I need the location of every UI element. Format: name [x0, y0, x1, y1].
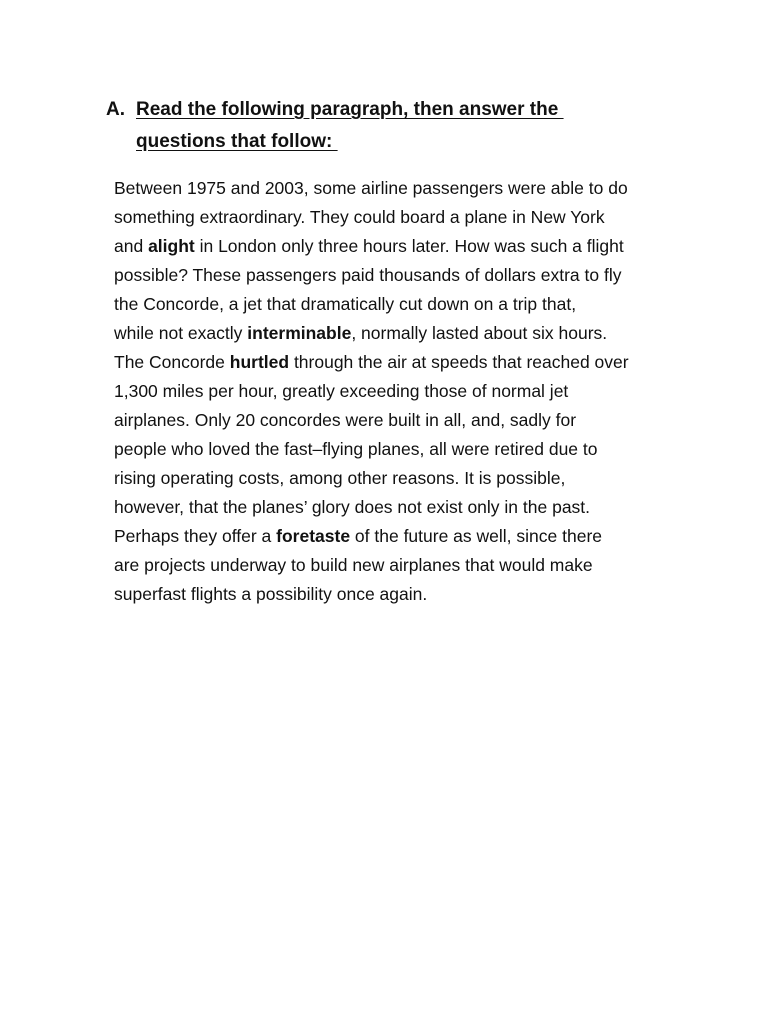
paragraph-text: , normally lasted about six hours.	[351, 323, 608, 343]
paragraph-line	[114, 551, 674, 580]
paragraph-line	[114, 435, 674, 464]
paragraph-line	[114, 464, 674, 493]
section-marker: A.	[106, 99, 125, 120]
paragraph-text: Perhaps they offer a	[114, 526, 277, 546]
paragraph-line	[114, 290, 674, 319]
paragraph-text: and	[114, 236, 149, 256]
paragraph-text: something extraordinary. They could board a plane in New York	[114, 207, 605, 227]
paragraph-text: Between 1975 and 2003, some airline passengers were able to do	[114, 178, 628, 198]
paragraph-line	[114, 319, 674, 348]
paragraph-text: are projects underway to build new airplanes that would make	[114, 555, 593, 575]
paragraph-line	[114, 377, 674, 406]
paragraph-line	[114, 203, 674, 232]
paragraph-line	[114, 174, 674, 203]
section-heading	[106, 94, 666, 158]
paragraph-line	[114, 522, 674, 551]
paragraph-line	[114, 406, 674, 435]
vocabulary-word: interminable	[247, 323, 352, 343]
paragraph-line	[114, 580, 674, 609]
paragraph-text: The Concorde	[114, 352, 230, 372]
paragraph-text: while not exactly	[114, 323, 248, 343]
paragraph-line	[114, 261, 674, 290]
heading-line-1: Read the following paragraph, then answer the	[136, 99, 564, 120]
paragraph-line	[114, 232, 674, 261]
paragraph-line	[114, 493, 674, 522]
paragraph-line	[114, 348, 674, 377]
vocabulary-word: hurtled	[229, 352, 290, 372]
paragraph-text: airplanes. Only 20 concordes were built in all, and, sadly for	[114, 410, 577, 430]
paragraph-text: through the air at speeds that reached over	[289, 352, 629, 372]
paragraph-text: possible? These passengers paid thousands of dollars extra to fly	[114, 265, 622, 285]
heading-line-2: questions that follow:	[136, 131, 338, 152]
paragraph-text: the Concorde, a jet that dramatically cut down on a trip that,	[114, 294, 577, 314]
paragraph-text: rising operating costs, among other reasons. It is possible,	[114, 468, 566, 488]
vocabulary-word: alight	[148, 236, 195, 256]
paragraph-text: people who loved the fast–flying planes, all were retired due to	[114, 439, 598, 459]
paragraph-text: of the future as well, since there	[350, 526, 603, 546]
vocabulary-word: foretaste	[276, 526, 351, 546]
paragraph-text: superfast flights a possibility once again.	[114, 584, 428, 604]
paragraph-text: 1,300 miles per hour, greatly exceeding those of normal jet	[114, 381, 569, 401]
paragraph-text: however, that the planes’ glory does not exist only in the past.	[114, 497, 591, 517]
reading-paragraph	[114, 174, 674, 609]
paragraph-text: in London only three hours later. How was such a flight	[194, 236, 624, 256]
